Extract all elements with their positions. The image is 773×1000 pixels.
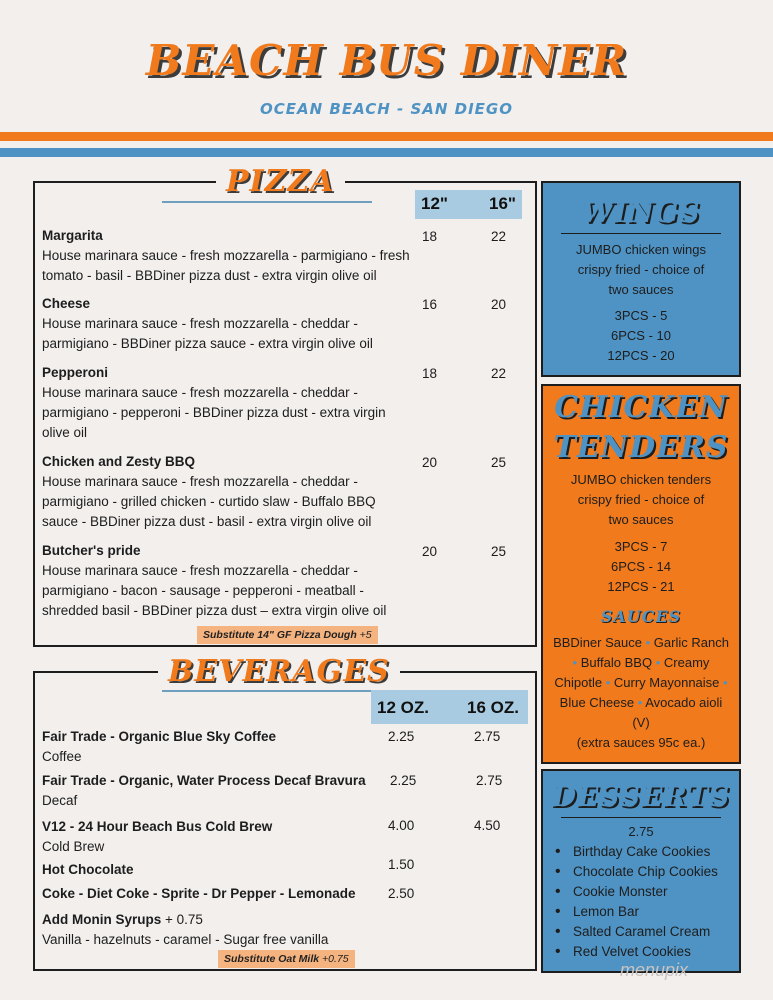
beverage-size-16: 16 OZ.: [467, 698, 519, 717]
wings-divider: [561, 233, 721, 234]
gf-dough-price: +5: [359, 629, 372, 641]
sauce-item: BBDiner Sauce: [553, 635, 642, 650]
desserts-list: [573, 842, 739, 962]
pizza-desc: House marinara sauce - fresh mozzarella - cheddar - parmigiano - grilled chicken - curtido slaw - Buffalo BBQ sauce - BBDiner pizza dust - basil - extra virgin olive oil: [42, 474, 376, 529]
pizza-price-12: 18: [422, 229, 438, 244]
pizza-item: [42, 226, 522, 286]
restaurant-location: OCEAN BEACH - SAN DIEGO: [260, 100, 513, 118]
beverage-name: Add Monin Syrups: [42, 912, 162, 927]
beverage-addon-price: + 0.75: [165, 912, 203, 927]
pizza-desc: House marinara sauce - fresh mozzarella - cheddar - parmigiano - BBDiner pizza sauce - extra virgin olive oil: [42, 316, 373, 351]
sauce-separator: •: [645, 635, 651, 650]
sauce-item: Creamy Chipotle: [554, 655, 710, 690]
pizza-item: [42, 452, 522, 532]
beverage-sub: Cold Brew: [42, 839, 105, 854]
sauce-item: Curry Mayonnaise: [613, 675, 720, 690]
beverage-name: V12 - 24 Hour Beach Bus Cold Brew: [42, 819, 273, 834]
sauce-item: Blue Cheese: [559, 695, 635, 710]
dessert-item: • Chocolate Chip Cookies: [573, 862, 739, 882]
beverage-sub: Decaf: [42, 793, 78, 808]
pizza-size-header: [415, 190, 522, 219]
beverage-item: [42, 817, 522, 857]
pizza-price-16: 25: [491, 544, 507, 559]
watermark: menupix: [620, 960, 689, 980]
wings-price: 6PCS - 10: [611, 328, 671, 343]
gf-dough-text: Substitute 14" GF Pizza Dough: [203, 629, 357, 641]
pizza-price-12: 18: [422, 366, 438, 381]
beverage-price-12: 2.25: [390, 773, 417, 788]
beverage-name: Fair Trade - Organic Blue Sky Coffee: [42, 729, 277, 744]
beverage-price-16: 4.50: [474, 818, 501, 833]
pizza-size-16: 16": [489, 194, 516, 213]
tenders-panel: [541, 384, 741, 764]
tenders-desc-2: crispy fried - choice of: [577, 492, 705, 507]
wings-title: WINGS: [581, 196, 701, 229]
pizza-price-12: 20: [422, 455, 438, 470]
dessert-item: • Salted Caramel Cream: [573, 922, 739, 942]
desserts-divider: [561, 817, 721, 818]
pizza-item: [42, 294, 522, 354]
wings-desc-1: JUMBO chicken wings: [575, 242, 707, 257]
pizza-item: [42, 363, 522, 443]
pizza-name: Chicken and Zesty BBQ: [42, 454, 196, 469]
dessert-item: • Red Velvet Cookies: [573, 942, 739, 962]
tenders-price: 3PCS - 7: [614, 539, 668, 554]
restaurant-title: BEACH BUS DINER: [145, 36, 628, 85]
orange-stripe: [0, 132, 773, 141]
beverages-title-rule: [162, 690, 372, 692]
sauce-separator: •: [655, 655, 661, 670]
pizza-desc: House marinara sauce - fresh mozzarella - cheddar - parmigiano - pepperoni - BBDiner pizza dust - extra virgin olive oil: [42, 385, 386, 440]
oat-milk-badge: [218, 950, 355, 968]
beverage-price-12: 4.00: [388, 818, 415, 833]
beverage-name: Hot Chocolate: [42, 862, 134, 877]
beverages-title: BEVERAGES: [158, 654, 400, 689]
beverage-size-header: [371, 690, 528, 724]
beverage-item: [42, 771, 522, 811]
beverage-price-16: 2.75: [476, 773, 503, 788]
desserts-title: DESSERTS: [551, 780, 731, 813]
sauce-item: Buffalo BBQ: [580, 655, 653, 670]
pizza-title-rule: [162, 201, 372, 203]
sauce-separator: •: [637, 695, 643, 710]
desserts-panel: [541, 769, 741, 973]
tenders-price: 12PCS - 21: [607, 579, 675, 594]
tenders-title-line-1: CHICKEN: [554, 390, 728, 425]
sauce-separator: •: [572, 655, 578, 670]
beverage-size-12: 12 OZ.: [377, 698, 429, 717]
pizza-size-12: 12": [421, 194, 448, 213]
wings-desc-3: two sauces: [608, 282, 674, 297]
tenders-price: 6PCS - 14: [611, 559, 671, 574]
pizza-price-12: 20: [422, 544, 438, 559]
pizza-title: PIZZA: [216, 164, 345, 199]
sauce-item: Avocado aioli (V): [632, 695, 723, 730]
dessert-item: • Birthday Cake Cookies: [573, 842, 739, 862]
pizza-price-16: 20: [491, 297, 507, 312]
dessert-item: • Lemon Bar: [573, 902, 739, 922]
oat-milk-price: +0.75: [322, 953, 349, 965]
dessert-item: • Cookie Monster: [573, 882, 739, 902]
beverage-price-12: 1.50: [388, 857, 415, 872]
desserts-price: 2.75: [628, 824, 654, 839]
pizza-name: Butcher's pride: [42, 543, 141, 558]
beverage-item: [42, 884, 522, 904]
wings-price: 12PCS - 20: [607, 348, 675, 363]
wings-panel: [541, 181, 741, 377]
pizza-name: Margarita: [42, 228, 103, 243]
pizza-item: [42, 541, 522, 621]
pizza-name: Cheese: [42, 296, 91, 311]
sauces-title: SAUCES: [600, 607, 682, 626]
beverage-sub: Vanilla - hazelnuts - caramel - Sugar free vanilla: [42, 932, 329, 947]
pizza-price-16: 25: [491, 455, 507, 470]
beverage-name: Fair Trade - Organic, Water Process Decaf Bravura: [42, 773, 366, 788]
extra-sauce-note: (extra sauces 95c ea.): [576, 735, 706, 750]
pizza-price-16: 22: [491, 366, 507, 381]
beverage-price-16: 2.75: [474, 729, 501, 744]
beverage-item: [42, 910, 522, 950]
beverage-name: Coke - Diet Coke - Sprite - Dr Pepper - Lemonade: [42, 886, 356, 901]
wings-price: 3PCS - 5: [614, 308, 668, 323]
tenders-desc-3: two sauces: [608, 512, 674, 527]
wings-desc-2: crispy fried - choice of: [577, 262, 705, 277]
sauce-item: Garlic Ranch: [653, 635, 729, 650]
pizza-name: Pepperoni: [42, 365, 109, 380]
blue-stripe: [0, 148, 773, 157]
pizza-desc: House marinara sauce - fresh mozzarella - cheddar - parmigiano - bacon - sausage - pepperoni - meatball - shredded basil - BBDiner pizza dust – extra virgin olive oil: [42, 563, 387, 618]
pizza-price-16: 22: [491, 229, 507, 244]
sauce-separator: •: [723, 675, 728, 690]
pizza-desc: House marinara sauce - fresh mozzarella - parmigiano - fresh tomato - basil - BBDiner pizza dust - extra virgin olive oil: [42, 248, 410, 283]
sauce-separator: •: [605, 675, 611, 690]
tenders-desc-1: JUMBO chicken tenders: [570, 472, 712, 487]
beverage-price-12: 2.25: [388, 729, 415, 744]
beverage-item: [42, 860, 522, 880]
pizza-price-12: 16: [422, 297, 438, 312]
gf-dough-badge: [197, 626, 378, 644]
tenders-title-line-2: TENDERS: [553, 430, 729, 465]
oat-milk-text: Substitute Oat Milk: [224, 953, 320, 965]
beverage-item: [42, 727, 522, 767]
beverage-price-12: 2.50: [388, 886, 415, 901]
beverage-sub: Coffee: [42, 749, 82, 764]
sauces-list: [543, 633, 739, 733]
